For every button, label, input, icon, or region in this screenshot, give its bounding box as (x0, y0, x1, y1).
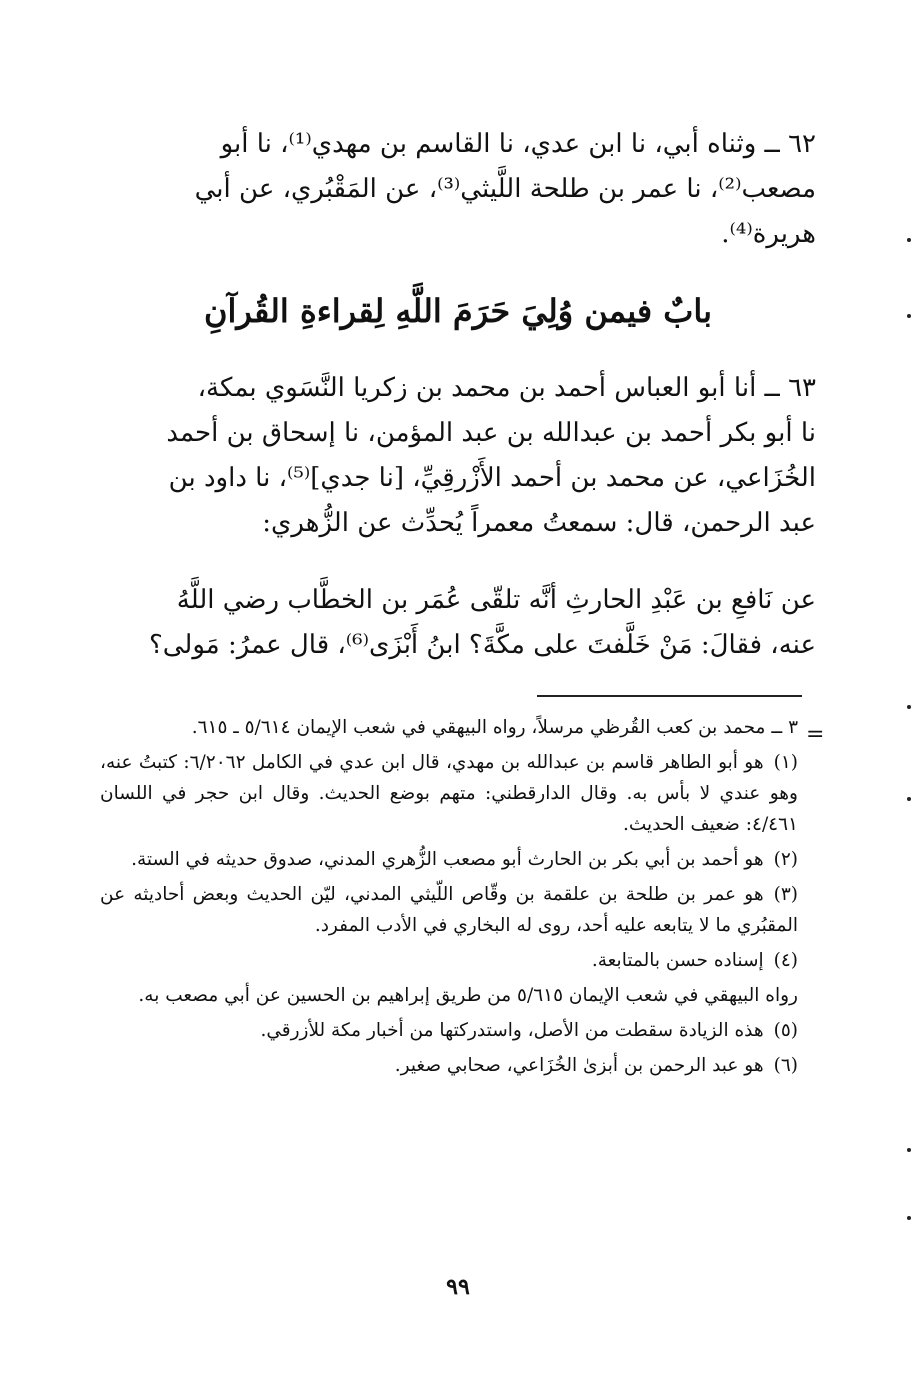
matn-63-line-1: عن نَافعِ بن عَبْدِ الحارثِ أنَّه تلقّى عُمَر بن الخطَّاب رضي اللَّهُ (176, 585, 816, 615)
footnote-2-text: هو أحمد بن أبي بكر بن الحارث أبو مصعب الزُّهري المدني، صدوق حديثه في الستة. (131, 849, 764, 870)
footnote-1 (100, 747, 798, 840)
margin-speck (907, 797, 911, 801)
footnote-3-text: هو عمر بن طلحة بن علقمة بن وقّاص اللّيثي المدني، ليّن الحديث وبعض أحاديثه عن المقبُري ما لا يتابعه عليه أحد، روى له البخاري في الأدب المفرد. (100, 884, 798, 936)
footnote-1-text: هو أبو الطاهر قاسم بن عبدالله بن مهدي، قال ابن عدي في الكامل ٦/٢٠٦٢: كتبتُ عنه، وهو عندي لا بأس به. وقال الدارقطني: متهم بوضع الحديث. وقال ابن حجر في اللسان ٤/٤٦١: ضعيف الحديث. (100, 752, 798, 835)
footnote-separator (537, 695, 802, 697)
footnote-5 (100, 1015, 798, 1046)
footnote-4 (100, 945, 798, 976)
margin-speck (907, 1148, 911, 1152)
footnote-1-number: (١) (773, 752, 798, 773)
hadith-62-line-1: ٦٢ ــ وثناه أبي، نا ابن عدي، نا القاسم بن مهدي⁽¹⁾، نا أبو (220, 129, 816, 159)
footnote-3 (100, 879, 798, 941)
margin-speck (907, 705, 911, 709)
hadith-63-line-1: ٦٣ ــ أنا أبو العباس أحمد بن محمد بن زكريا النَّسَوي بمكة، (197, 373, 816, 403)
margin-speck (907, 238, 911, 242)
footnote-2 (100, 844, 798, 875)
footnote-6-text: هو عبد الرحمن بن أبزىٰ الخُزَاعي، صحابي صغير. (394, 1055, 764, 1076)
footnote-4-extra: رواه البيهقي في شعب الإيمان ٥/٦١٥ من طريق إبراهيم بن الحسين عن أبي مصعب به. (138, 985, 798, 1006)
hadith-62-line-3: هريرة⁽⁴⁾. (721, 219, 816, 249)
hadith-62 (100, 122, 816, 257)
hadith-63-line-3: الخُزَاعي، عن محمد بن أحمد الأَزْرقِيِّ، [نا جدي]⁽⁵⁾، نا داود بن (168, 463, 816, 493)
footnote-5-text: هذه الزيادة سقطت من الأصل، واستدركتها من أخبار مكة للأزرقي. (260, 1020, 764, 1041)
footnote-6 (100, 1050, 798, 1081)
hadith-63-line-4: عبد الرحمن، قال: سمعتُ معمراً يُحدِّث عن الزُّهري: (262, 508, 816, 538)
hadith-63-line-2: نا أبو بكر أحمد بن عبدالله بن عبد المؤمن، نا إسحاق بن أحمد (166, 418, 816, 448)
footnote-4-number: (٤) (773, 950, 798, 971)
matn-63-line-2: عنه، فقالَ: مَنْ خَلَّفتَ على مكَّةَ؟ ابنُ أَبْزَى⁽⁶⁾، قال عمرُ: مَولى؟ (148, 630, 816, 660)
hadith-63 (100, 366, 816, 546)
footnote-6-number: (٦) (773, 1055, 798, 1076)
margin-speck (907, 1216, 911, 1220)
footnote-4-text: إسناده حسن بالمتابعة. (591, 950, 764, 971)
footnote-continued-3: ٣ ــ محمد بن كعب القُرظي مرسلاً، رواه البيهقي في شعب الإيمان ٥/٦١٤ ـ ٦١٥. (191, 717, 798, 738)
footnotes (100, 712, 798, 1085)
chapter-title: بابٌ فيمن وُلِيَ حَرَمَ اللَّهِ لِقراءةِ القُرآنِ (203, 292, 713, 330)
hadith-62-line-2: مصعب⁽²⁾، نا عمر بن طلحة اللَّيثي⁽³⁾، عن المَقْبُري، عن أبي (194, 174, 816, 204)
margin-speck (907, 314, 911, 318)
footnote-2-number: (٢) (773, 849, 798, 870)
footnote-3-number: (٣) (773, 884, 798, 905)
page-number: ٩٩ (446, 1274, 470, 1300)
footnote-5-number: (٥) (773, 1020, 798, 1041)
hadith-63-matn (100, 578, 816, 668)
continuation-mark: = (806, 722, 825, 747)
